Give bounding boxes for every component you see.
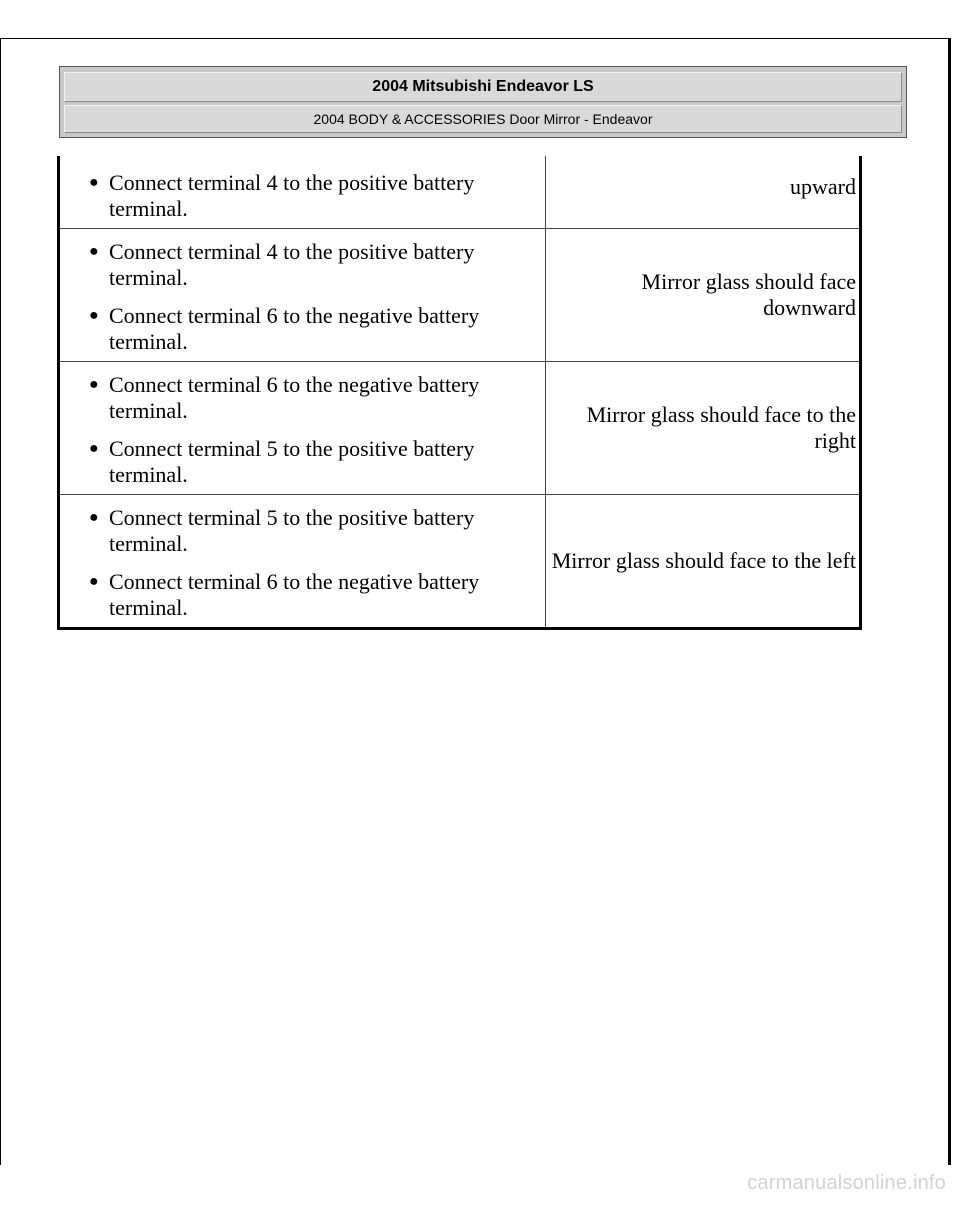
step-item (89, 239, 535, 291)
table-row (59, 362, 861, 495)
bullet-icon: ● (89, 174, 99, 191)
procedure-table (57, 156, 862, 630)
site-watermark: carmanualsonline.info (747, 1172, 946, 1194)
step-list (60, 156, 545, 228)
document-header (59, 66, 907, 138)
table-row (59, 229, 861, 362)
step-item (89, 170, 535, 222)
step-item (89, 372, 535, 424)
bullet-icon: ● (89, 307, 99, 324)
steps-cell (59, 156, 546, 229)
step-text: Connect terminal 6 to the negative battery terminal. (109, 569, 480, 620)
bullet-icon: ● (89, 243, 99, 260)
result-cell: upward (546, 156, 861, 229)
step-item (89, 569, 535, 621)
document-subtitle: 2004 BODY & ACCESSORIES Door Mirror - Endeavor (64, 105, 902, 133)
step-text: Connect terminal 4 to the positive battery terminal. (109, 239, 475, 290)
step-text: Connect terminal 6 to the negative battery terminal. (109, 303, 480, 354)
step-item (89, 303, 535, 355)
table-row (59, 156, 861, 229)
result-cell: Mirror glass should face to the right (546, 362, 861, 495)
bullet-icon: ● (89, 440, 99, 457)
table-row (59, 495, 861, 629)
result-cell: Mirror glass should face downward (546, 229, 861, 362)
result-cell: Mirror glass should face to the left (546, 495, 861, 629)
step-item (89, 505, 535, 557)
bullet-icon: ● (89, 376, 99, 393)
steps-cell (59, 362, 546, 495)
document-title: 2004 Mitsubishi Endeavor LS (64, 72, 902, 102)
step-list (60, 495, 545, 627)
steps-cell (59, 229, 546, 362)
step-list (60, 229, 545, 361)
steps-cell (59, 495, 546, 629)
step-item (89, 436, 535, 488)
step-text: Connect terminal 6 to the negative battery terminal. (109, 372, 480, 423)
step-text: Connect terminal 5 to the positive battery terminal. (109, 436, 475, 487)
bullet-icon: ● (89, 573, 99, 590)
bullet-icon: ● (89, 509, 99, 526)
step-list (60, 362, 545, 494)
step-text: Connect terminal 4 to the positive battery terminal. (109, 170, 475, 221)
step-text: Connect terminal 5 to the positive battery terminal. (109, 505, 475, 556)
